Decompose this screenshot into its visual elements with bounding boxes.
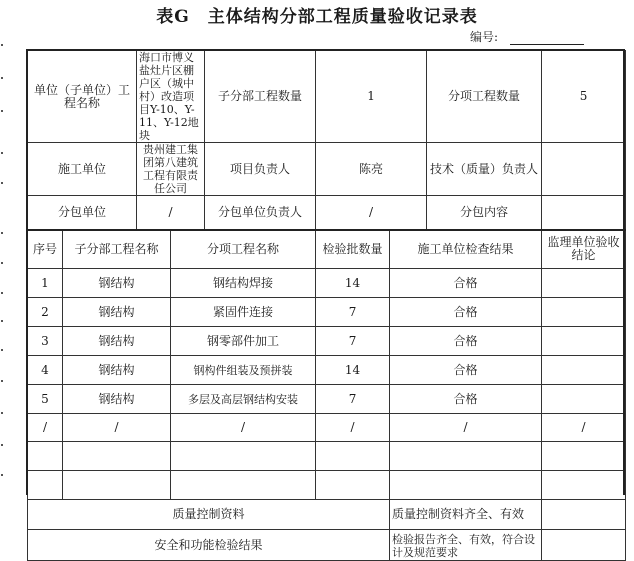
sub-content-label: 分包内容: [427, 196, 542, 230]
margin-mark: [1, 232, 3, 234]
item-count-value[interactable]: 5: [542, 51, 626, 143]
col-check: 施工单位检查结果: [390, 230, 542, 269]
row-supervise[interactable]: [542, 269, 626, 298]
margin-mark: [1, 380, 3, 382]
column-header-row: [28, 230, 626, 269]
sub-manager-value[interactable]: /: [316, 196, 427, 230]
acceptance-record-table: [27, 50, 626, 561]
row-batches: 7: [316, 327, 390, 356]
serial-field[interactable]: [510, 44, 584, 45]
margin-mark: [1, 412, 3, 414]
left-margin-marks: [0, 0, 4, 495]
row-seq: 2: [28, 298, 63, 327]
row-seq: 5: [28, 385, 63, 414]
row-check: 合格: [390, 298, 542, 327]
subcontract-value[interactable]: /: [137, 196, 205, 230]
row-seq: 3: [28, 327, 63, 356]
margin-mark: [1, 292, 3, 294]
row-supervise[interactable]: [542, 385, 626, 414]
tech-label: 技术（质量）负责人: [427, 143, 542, 196]
row-subpart: 钢结构: [63, 298, 171, 327]
unit-value[interactable]: 海口市博义盐灶片区棚户区（城中村）改造项目Y-10、Y-11、Y-12地块: [137, 51, 205, 143]
margin-mark: [1, 77, 3, 79]
unit-label: 单位（子单位）工程名称: [28, 51, 137, 143]
qc-value[interactable]: 质量控制资料齐全、有效: [390, 500, 542, 530]
manager-label: 项目负责人: [205, 143, 316, 196]
row-batches: /: [316, 414, 390, 442]
table-row: [28, 269, 626, 298]
serial-label: 编号:: [470, 30, 499, 44]
header-row-subcontract: [28, 196, 626, 230]
table-row: [28, 385, 626, 414]
margin-mark: [1, 182, 3, 184]
contractor-value[interactable]: 贵州建工集团第八建筑工程有限责任公司: [137, 143, 205, 196]
contractor-label: 施工单位: [28, 143, 137, 196]
sub-count-value[interactable]: 1: [316, 51, 427, 143]
table-row: [28, 298, 626, 327]
qc-row: [28, 500, 626, 530]
blank-row: [28, 442, 626, 471]
row-subpart: 钢结构: [63, 327, 171, 356]
row-item: 钢零部件加工: [171, 327, 316, 356]
row-supervise[interactable]: [542, 356, 626, 385]
safety-row: [28, 530, 626, 561]
row-check: 合格: [390, 385, 542, 414]
table-row: [28, 356, 626, 385]
col-supervise: 监理单位验收结论: [542, 230, 626, 269]
qc-label: 质量控制资料: [28, 500, 390, 530]
row-subpart: 钢结构: [63, 385, 171, 414]
safety-value[interactable]: 检验报告齐全、有效，符合设计及规范要求: [390, 530, 542, 561]
row-seq: /: [28, 414, 63, 442]
page-title: 表G 主体结构分部工程质量验收记录表: [156, 7, 478, 27]
row-batches: 14: [316, 269, 390, 298]
row-item: /: [171, 414, 316, 442]
col-subpart: 子分部工程名称: [63, 230, 171, 269]
row-check: 合格: [390, 327, 542, 356]
safety-label: 安全和功能检验结果: [28, 530, 390, 561]
col-batches: 检验批数量: [316, 230, 390, 269]
margin-mark: [1, 474, 3, 476]
row-subpart: 钢结构: [63, 356, 171, 385]
blank-row: [28, 471, 626, 500]
col-seq: 序号: [28, 230, 63, 269]
margin-mark: [1, 44, 3, 46]
margin-mark: [1, 320, 3, 322]
sub-manager-label: 分包单位负责人: [205, 196, 316, 230]
col-item: 分项工程名称: [171, 230, 316, 269]
row-batches: 7: [316, 298, 390, 327]
row-item: 钢构件组装及预拼装: [171, 356, 316, 385]
margin-mark: [1, 262, 3, 264]
row-item: 紧固件连接: [171, 298, 316, 327]
header-row-unit: [28, 51, 626, 143]
margin-mark: [1, 152, 3, 154]
item-count-label: 分项工程数量: [427, 51, 542, 143]
row-supervise[interactable]: [542, 298, 626, 327]
row-item: 多层及高层钢结构安装: [171, 385, 316, 414]
tech-value[interactable]: [542, 143, 626, 196]
row-batches: 7: [316, 385, 390, 414]
row-subpart: 钢结构: [63, 269, 171, 298]
sub-count-label: 子分部工程数量: [205, 51, 316, 143]
row-batches: 14: [316, 356, 390, 385]
manager-value[interactable]: 陈亮: [316, 143, 427, 196]
row-subpart: /: [63, 414, 171, 442]
table-row: [28, 414, 626, 442]
table-row: [28, 327, 626, 356]
margin-mark: [1, 444, 3, 446]
subcontract-label: 分包单位: [28, 196, 137, 230]
row-item: 钢结构焊接: [171, 269, 316, 298]
row-check: /: [390, 414, 542, 442]
row-seq: 1: [28, 269, 63, 298]
row-supervise[interactable]: [542, 327, 626, 356]
qc-supervise[interactable]: [542, 500, 626, 530]
row-seq: 4: [28, 356, 63, 385]
margin-mark: [1, 110, 3, 112]
safety-supervise[interactable]: [542, 530, 626, 561]
row-check: 合格: [390, 269, 542, 298]
sub-content-value[interactable]: [542, 196, 626, 230]
row-check: 合格: [390, 356, 542, 385]
margin-mark: [1, 349, 3, 351]
header-row-contractor: [28, 143, 626, 196]
row-supervise[interactable]: /: [542, 414, 626, 442]
